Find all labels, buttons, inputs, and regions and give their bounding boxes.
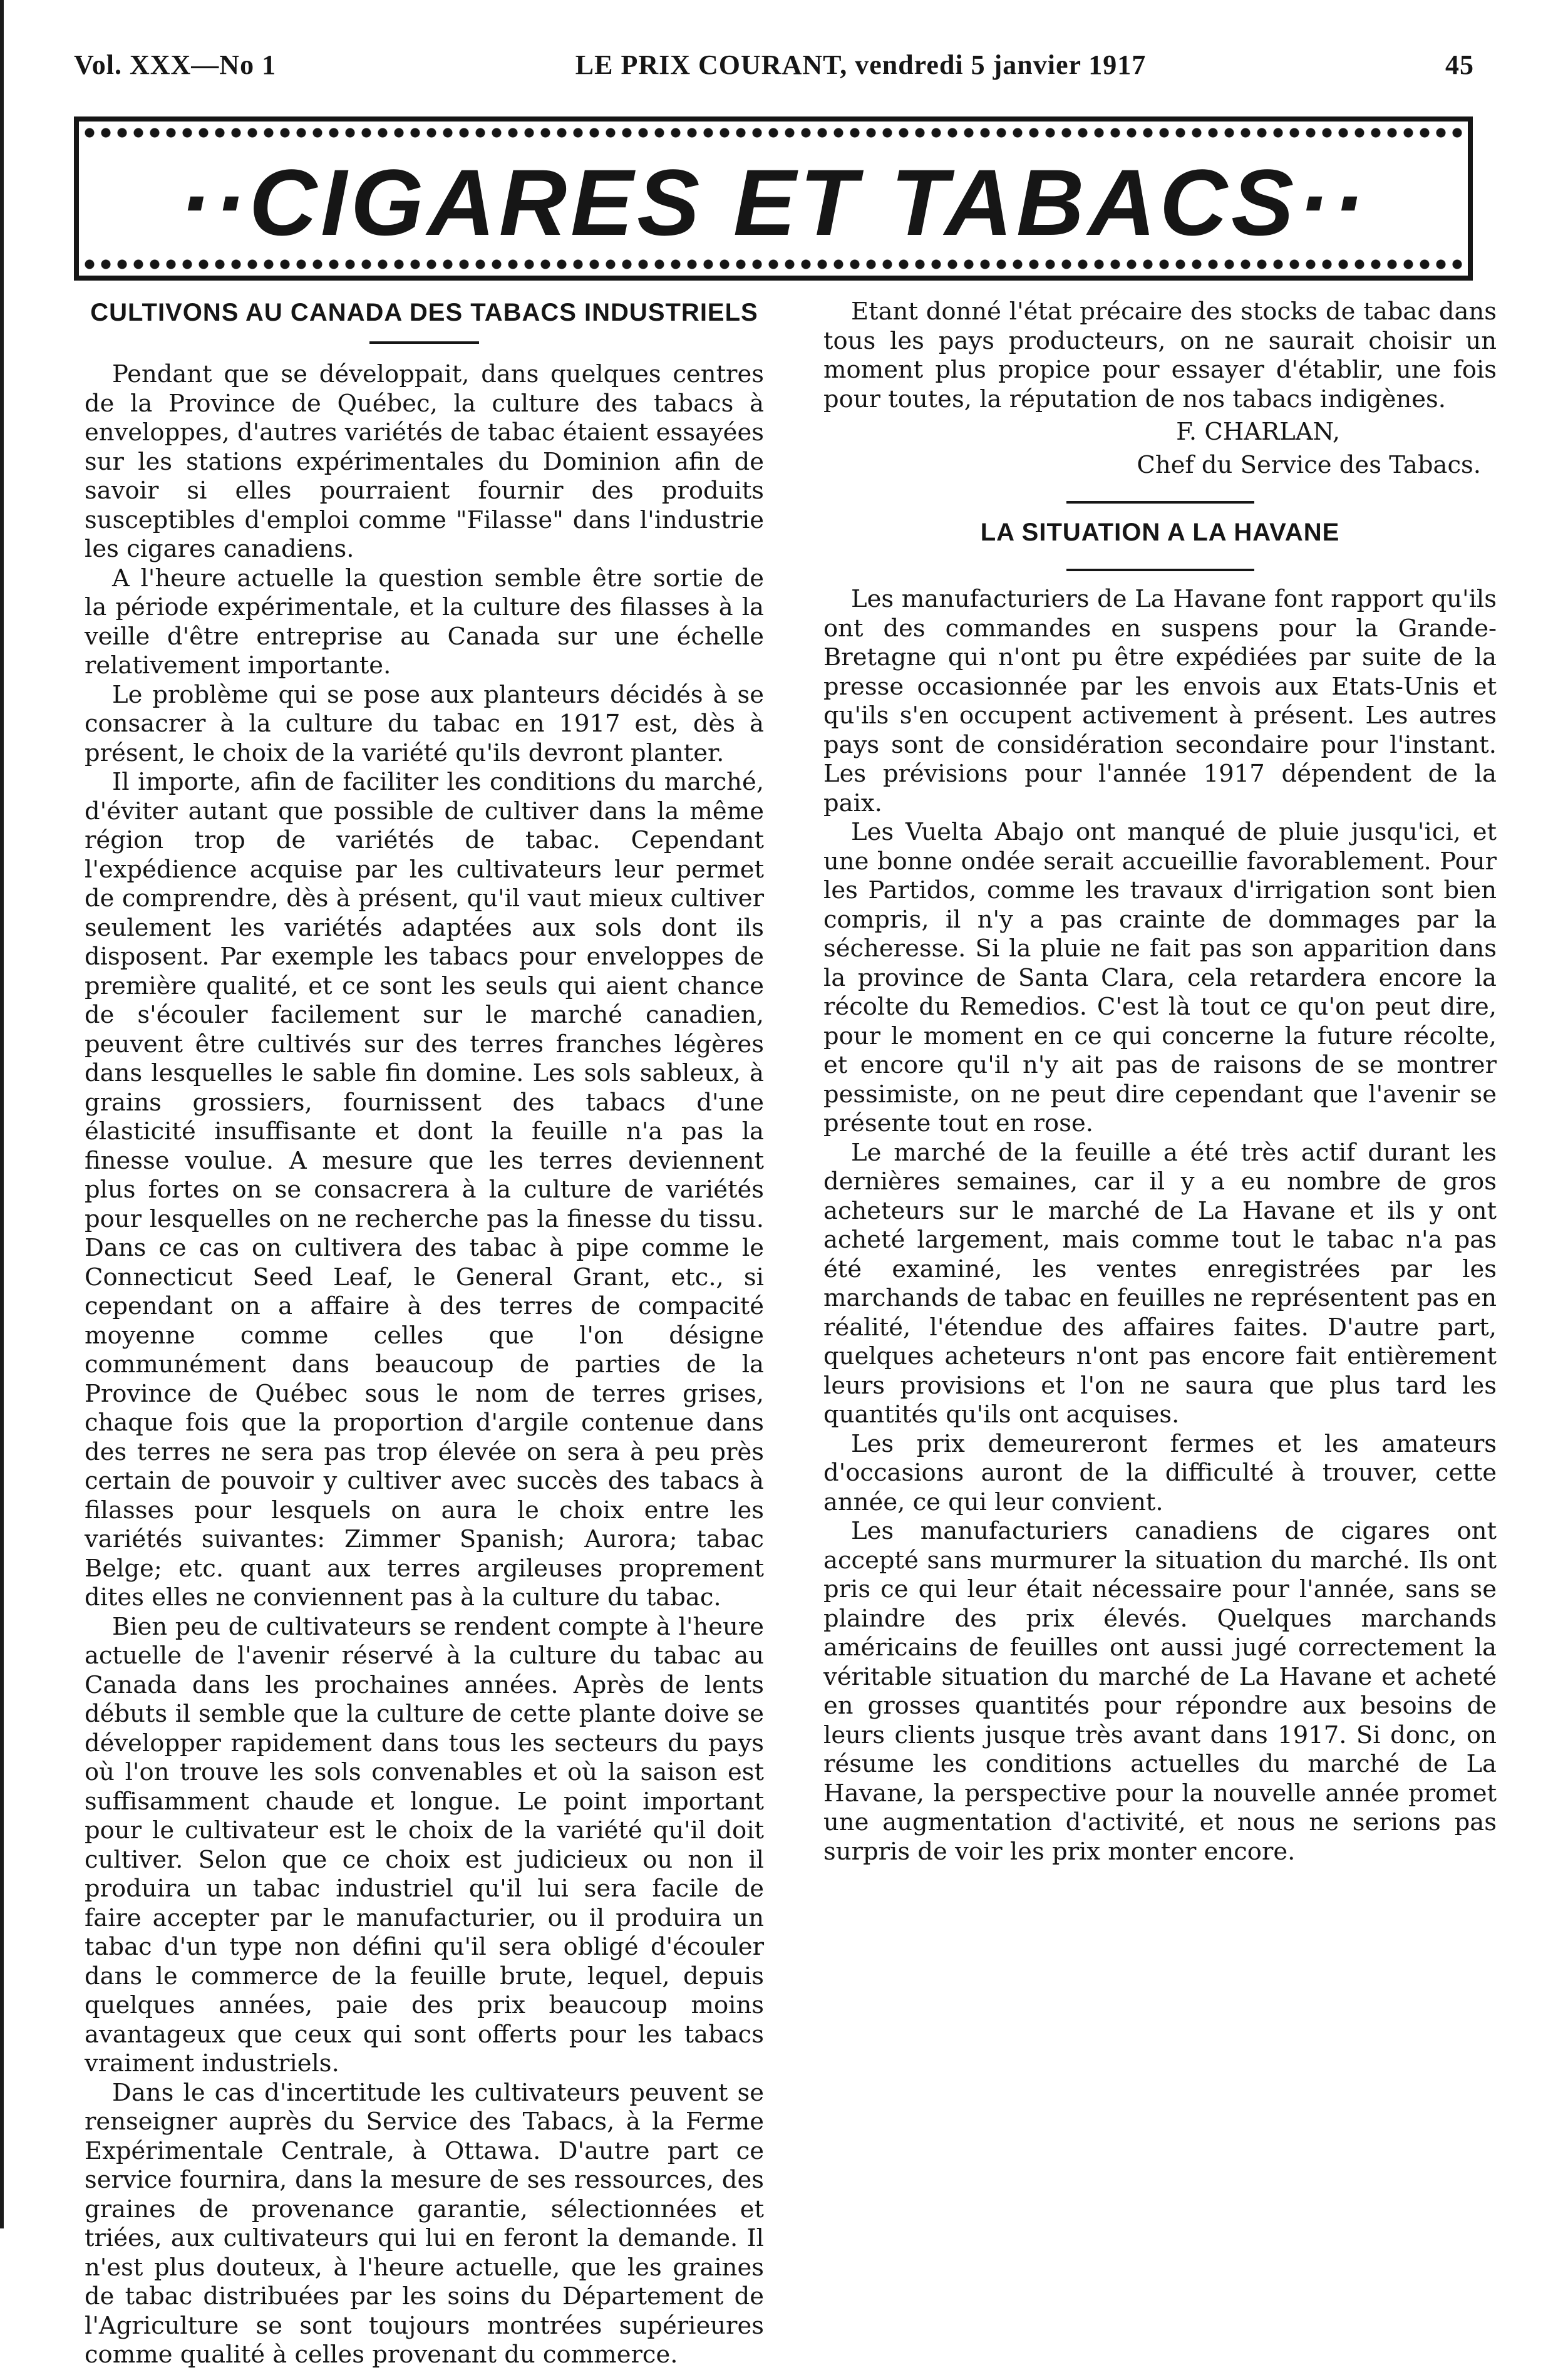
article-paragraph: Le problème qui se pose aux planteurs décidés à se consacrer à la culture du tabac en 1917 est, dès à présent, le choix de la variété qu'ils devront planter.: [85, 680, 764, 767]
article-paragraph: Les manufacturiers de La Havane font rapport qu'ils ont des commandes en suspens pour la Grande-Bretagne qui n'ont pu être expédiées par suite de la presse occasionnée par les envois aux Etats-Unis et qu'ils s'en occupent activement à présent. Les autres pays sont de considération secondaire pour l'instant. Les prévisions pour l'année 1917 dépendent de la paix.: [823, 585, 1497, 817]
article-paragraph: Les Vuelta Abajo ont manqué de pluie jusqu'ici, et une bonne ondée serait accueillie favorablement. Pour les Partidos, comme les travaux d'irrigation sont bien compris, il n'y a pas crainte de dommages par la sécheresse. Si la pluie ne fait pas son apparition dans la province de Santa Clara, cela retardera encore la récolte du Remedios. C'est là tout ce qu'on peut dire, pour le moment en ce qui concerne la future récolte, et encore qu'il n'y ait pas de raisons de se montrer pessimiste, on ne peut dire cependant que l'avenir se présente tout en rose.: [823, 818, 1497, 1137]
page-edge-rule: [0, 0, 4, 2228]
left-column: [85, 298, 764, 2370]
banner-dot-border-top: [79, 125, 1468, 140]
right-column: [823, 298, 1497, 1866]
section-title: ··CIGARES ET TABACS··: [178, 150, 1368, 255]
title-divider: [369, 341, 479, 344]
article-divider: [1066, 501, 1254, 504]
author-title: Chef du Service des Tabacs.: [1137, 450, 1481, 479]
article-paragraph: Il importe, afin de faciliter les conditions du marché, d'éviter autant que possible de cultiver dans la même région trop de variétés de tabac. Cependant l'expédience acquise par les cultivateurs leur permet de comprendre, dès à présent, qu'il vaut mieux cultiver seulement les variétés adaptées aux sols dont ils disposent. Par exemple les tabacs pour enveloppes de première qualité, et ce sont les seuls qui aient chance de s'écouler facilement sur le marché canadien, peuvent être cultivés sur des terres franches légères dans lesquelles le sable fin domine. Les sols sableux, à grains grossiers, fournissent des tabacs d'une élasticité insuffisante et dont la feuille n'a pas la finesse voulue. A mesure que les terres deviennent plus fortes on se consacrera à la culture de variétés pour lesquelles on ne recherche pas la finesse du tissu. Dans ce cas on cultivera des tabac à pipe comme le Connecticut Seed Leaf, le General Grant, etc., si cependant on a affaire à des terres de compacité moyenne comme celles que l'on désigne communément dans beaucoup de parties de la Province de Québec sous le nom de terres grises, chaque fois que la proportion d'argile contenue dans des terres ne sera pas trop élevée on sera à peu près certain de pouvoir y cultiver avec succès des tabacs à filasses pour lesquels on aura le choix entre les variétés suivantes: Zimmer Spanish; Aurora; tabac Belge; etc. quant aux terres argileuses proprement dites elles ne conviennent pas à la culture du tabac.: [85, 768, 764, 1612]
article-paragraph: Bien peu de cultivateurs se rendent compte à l'heure actuelle de l'avenir réservé à la culture du tabac au Canada dans les prochaines années. Après de lents débuts il semble que la culture de cette plante doive se développer rapidement dans tous les secteurs du pays où l'on trouve les sols convenables et où la saison est suffisamment chaude et longue. Le point important pour le cultivateur est le choix de la variété qu'il doit cultiver. Selon que ce choix est judicieux ou non il produira un tabac industriel qu'il lui sera facile de faire accepter par le manufacturier, ou il produira un tabac d'un type non défini qu'il sera obligé d'écouler dans le commerce de la feuille brute, lequel, depuis quelques années, paie des prix beaucoup moins avantageux que ceux qui sont offerts pour les tabacs vraiment industriels.: [85, 1612, 764, 2078]
volume-number: Vol. XXX—No 1: [74, 49, 277, 80]
author-signature: F. CHARLAN,: [1176, 418, 1340, 446]
article-paragraph: Dans le cas d'incertitude les cultivateurs peuvent se renseigner auprès du Service des Tabacs, à la Ferme Expérimentale Centrale, à Ottawa. D'autre part ce service fournira, dans la mesure de ses ressources, des graines de provenance garantie, sélectionnées et triées, aux cultivateurs qui lui en feront la demande. Il n'est plus douteux, à l'heure actuelle, que les graines de tabac distribuées par les soins du Département de l'Agriculture se sont toujours montrées supérieures comme qualité à celles provenant du commerce.: [85, 2078, 764, 2369]
article-paragraph: Les prix demeureront fermes et les amateurs d'occasions auront de la difficulté à trouver, cette année, ce qui leur convient.: [823, 1429, 1497, 1516]
section-banner: [74, 116, 1473, 281]
article-title: CULTIVONS AU CANADA DES TABACS INDUSTRIELS: [90, 299, 758, 326]
article-paragraph: A l'heure actuelle la question semble être sortie de la période expérimentale, et la culture des filasses à la veille d'être entreprise au Canada sur une échelle relativement importante.: [85, 564, 764, 680]
article-paragraph: Le marché de la feuille a été très actif durant les dernières semaines, car il y a eu nombre de gros acheteurs sur le marché de La Havane et ils y ont acheté largement, mais comme tout le tabac n'a pas été examiné, les ventes enregistrées par les marchands de tabac en feuilles ne représentent pas en réalité, l'étendue des affaires faites. D'autre part, quelques acheteurs n'ont pas encore fait entièrement leurs provisions et l'on ne saura que plus tard les quantités qu'ils ont acquises.: [823, 1138, 1497, 1429]
article-paragraph: Pendant que se développait, dans quelques centres de la Province de Québec, la culture des tabacs à enveloppes, d'autres variétés de tabac étaient essayées sur les stations expérimentales du Dominion afin de savoir si elles pourraient fournir des produits susceptibles d'emploi comme "Filasse" dans l'industrie les cigares canadiens.: [85, 360, 764, 563]
article-paragraph: Etant donné l'état précaire des stocks de tabac dans tous les pays producteurs, on ne saurait choisir un moment plus propice pour essayer d'établir, une fois pour toutes, la réputation de nos tabacs indigènes.: [823, 298, 1497, 413]
article-paragraph: Les manufacturiers canadiens de cigares ont accepté sans murmurer la situation du marché. Ils ont pris ce qui leur était nécessaire pour l'année, sans se plaindre des prix élevés. Quelques marchands américains de feuilles ont aussi jugé correctement la véritable situation du marché de La Havane et acheté en grosses quantités pour répondre aux besoins de leurs clients jusque très avant dans 1917. Si donc, on résume les conditions actuelles du marché de La Havane, la perspective pour la nouvelle année promet une augmentation d'activité, et nous ne serions pas surpris de voir les prix monter encore.: [823, 1517, 1497, 1866]
article-title: LA SITUATION A LA HAVANE: [980, 519, 1340, 546]
page-number: 45: [1445, 49, 1474, 80]
banner-dot-border-bottom: [79, 257, 1468, 272]
publication-date: LE PRIX COURANT, vendredi 5 janvier 1917: [575, 49, 1147, 80]
running-header: [74, 49, 1474, 81]
title-divider: [1066, 569, 1254, 571]
